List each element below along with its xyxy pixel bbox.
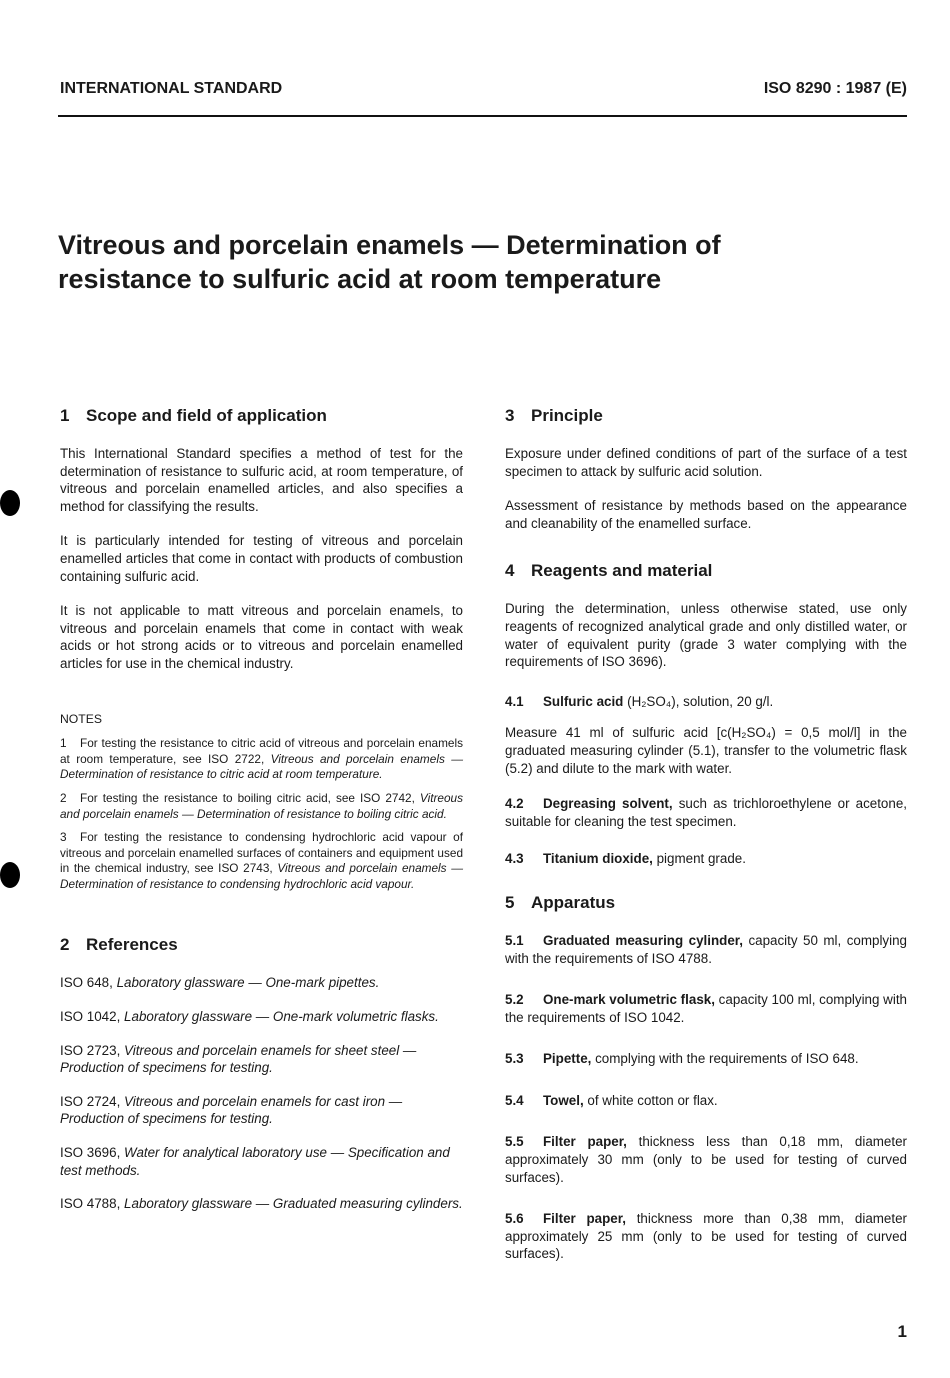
paragraph: Exposure under defined conditions of part of the surface of a test specimen to attack by sulfuric acid solution.	[505, 446, 907, 479]
apparatus-item: 5.6 Filter paper, thickness more than 0,38 mm, diameter approximately 25 mm (only to be used for testing of curved surfaces).	[505, 1211, 907, 1262]
punch-hole-bottom	[0, 862, 20, 888]
section-heading: 3 Principle	[505, 406, 603, 425]
paragraph: It is not applicable to matt vitreous and porcelain enamels, to vitreous and porcelain enamels that come in contact with weak acids or hot strong acids or to vitreous and porcelain enamelled articles for use in the chemical industry.	[60, 603, 463, 671]
paragraph: During the determination, unless otherwise stated, use only reagents of recognized analytical grade and only distilled water, or water of equivalent purity (grade 3 water complying with the requirements of ISO 3696).	[505, 601, 907, 670]
reference-item: ISO 2723, Vitreous and porcelain enamels for sheet steel — Production of specimens for testing.	[60, 1042, 417, 1076]
left-column	[60, 405, 463, 1229]
section-heading: 1 Scope and field of application	[60, 406, 327, 425]
paragraph: Assessment of resistance by methods based on the appearance and cleanability of the enamelled surface.	[505, 498, 907, 531]
apparatus-item: 5.2 One-mark volumetric flask, capacity 100 ml, complying with the requirements of ISO 1042.	[505, 992, 907, 1025]
header-document-type: INTERNATIONAL STANDARD	[60, 80, 283, 97]
reference-item: ISO 1042, Laboratory glassware — One-mark volumetric flasks.	[60, 1009, 439, 1025]
apparatus-item: 5.1 Graduated measuring cylinder, capacity 50 ml, complying with the requirements of ISO 4788.	[505, 932, 907, 966]
reference-item: ISO 4788, Laboratory glassware — Graduated measuring cylinders.	[60, 1196, 463, 1212]
section-heading: 5 Apparatus	[505, 892, 616, 912]
page-number: 1	[897, 1322, 907, 1341]
note-1: 1 For testing the resistance to citric acid of vitreous and porcelain enamels at room temperature, see ISO 2722, Vitreous and porcelain enamels — Determination of resistance to citric acid at room temperature.	[60, 736, 463, 782]
section-heading: 2 References	[60, 935, 178, 955]
header-document-number: ISO 8290 : 1987 (E)	[763, 80, 907, 97]
section-scope	[60, 405, 463, 673]
paragraph: This International Standard specifies a method of test for the determination of resistance to sulfuric acid, at room temperature, of vitreous and porcelain enamelled articles, and also specifies a method for classifying the results.	[60, 446, 463, 514]
apparatus-item: 5.3 Pipette, complying with the requirements of ISO 648.	[505, 1051, 859, 1067]
section-references	[60, 934, 463, 1212]
title-line-1: Vitreous and porcelain enamels — Determination of	[58, 230, 721, 260]
reference-item: ISO 2724, Vitreous and porcelain enamels for cast iron — Production of specimens for testing.	[60, 1093, 403, 1127]
notes-heading: NOTES	[60, 711, 102, 726]
apparatus-item: 5.5 Filter paper, thickness less than 0,18 mm, diameter approximately 30 mm (only to be used for testing of curved surfaces).	[505, 1134, 907, 1185]
paragraph: Measure 41 ml of sulfuric acid [c(H₂SO₄) = 0,5 mol/l] in the graduated measuring cylinder (5.1), transfer to the volumetric flask (5.2) and dilute to the mark with water.	[505, 725, 907, 776]
section-apparatus	[505, 892, 907, 1263]
notes	[60, 711, 463, 893]
paragraph: It is particularly intended for testing of vitreous and porcelain enamelled articles that come in contact with products of combustion containing sulfuric acid.	[60, 533, 463, 584]
note-3: 3 For testing the resistance to condensing hydrochloric acid vapour of vitreous and porcelain enamelled surfaces of containers and equipment used in the chemical industry, see ISO 2743, Vitreous and porcelain enamels — Determination of resistance to condensing hydrochloric acid vapour.	[60, 830, 463, 891]
reagent-4-2: 4.2 Degreasing solvent, such as trichloroethylene or acetone, suitable for cleaning the test specimen.	[505, 796, 907, 829]
title-line-2: resistance to sulfuric acid at room temperature	[58, 264, 662, 294]
page-title	[58, 228, 918, 296]
section-reagents	[505, 560, 907, 868]
reference-item: ISO 3696, Water for analytical laboratory use — Specification and test methods.	[60, 1145, 450, 1178]
note-2: 2 For testing the resistance to boiling citric acid, see ISO 2742, Vitreous and porcelain enamels — Determination of resistance to boiling citric acid.	[60, 790, 463, 821]
right-column	[505, 405, 907, 1277]
section-principle	[505, 405, 907, 532]
punch-hole-top	[0, 490, 20, 516]
reagent-4-3: 4.3 Titanium dioxide, pigment grade.	[505, 851, 746, 867]
apparatus-item: 5.4 Towel, of white cotton or flax.	[505, 1092, 718, 1108]
header-rule	[58, 115, 907, 117]
section-heading: 4 Reagents and material	[505, 561, 713, 581]
reference-item: ISO 648, Laboratory glassware — One-mark pipettes.	[60, 975, 380, 991]
reagent-4-1: 4.1 Sulfuric acid (H₂SO₄), solution, 20 g/l.	[505, 693, 774, 709]
running-header	[60, 80, 907, 100]
